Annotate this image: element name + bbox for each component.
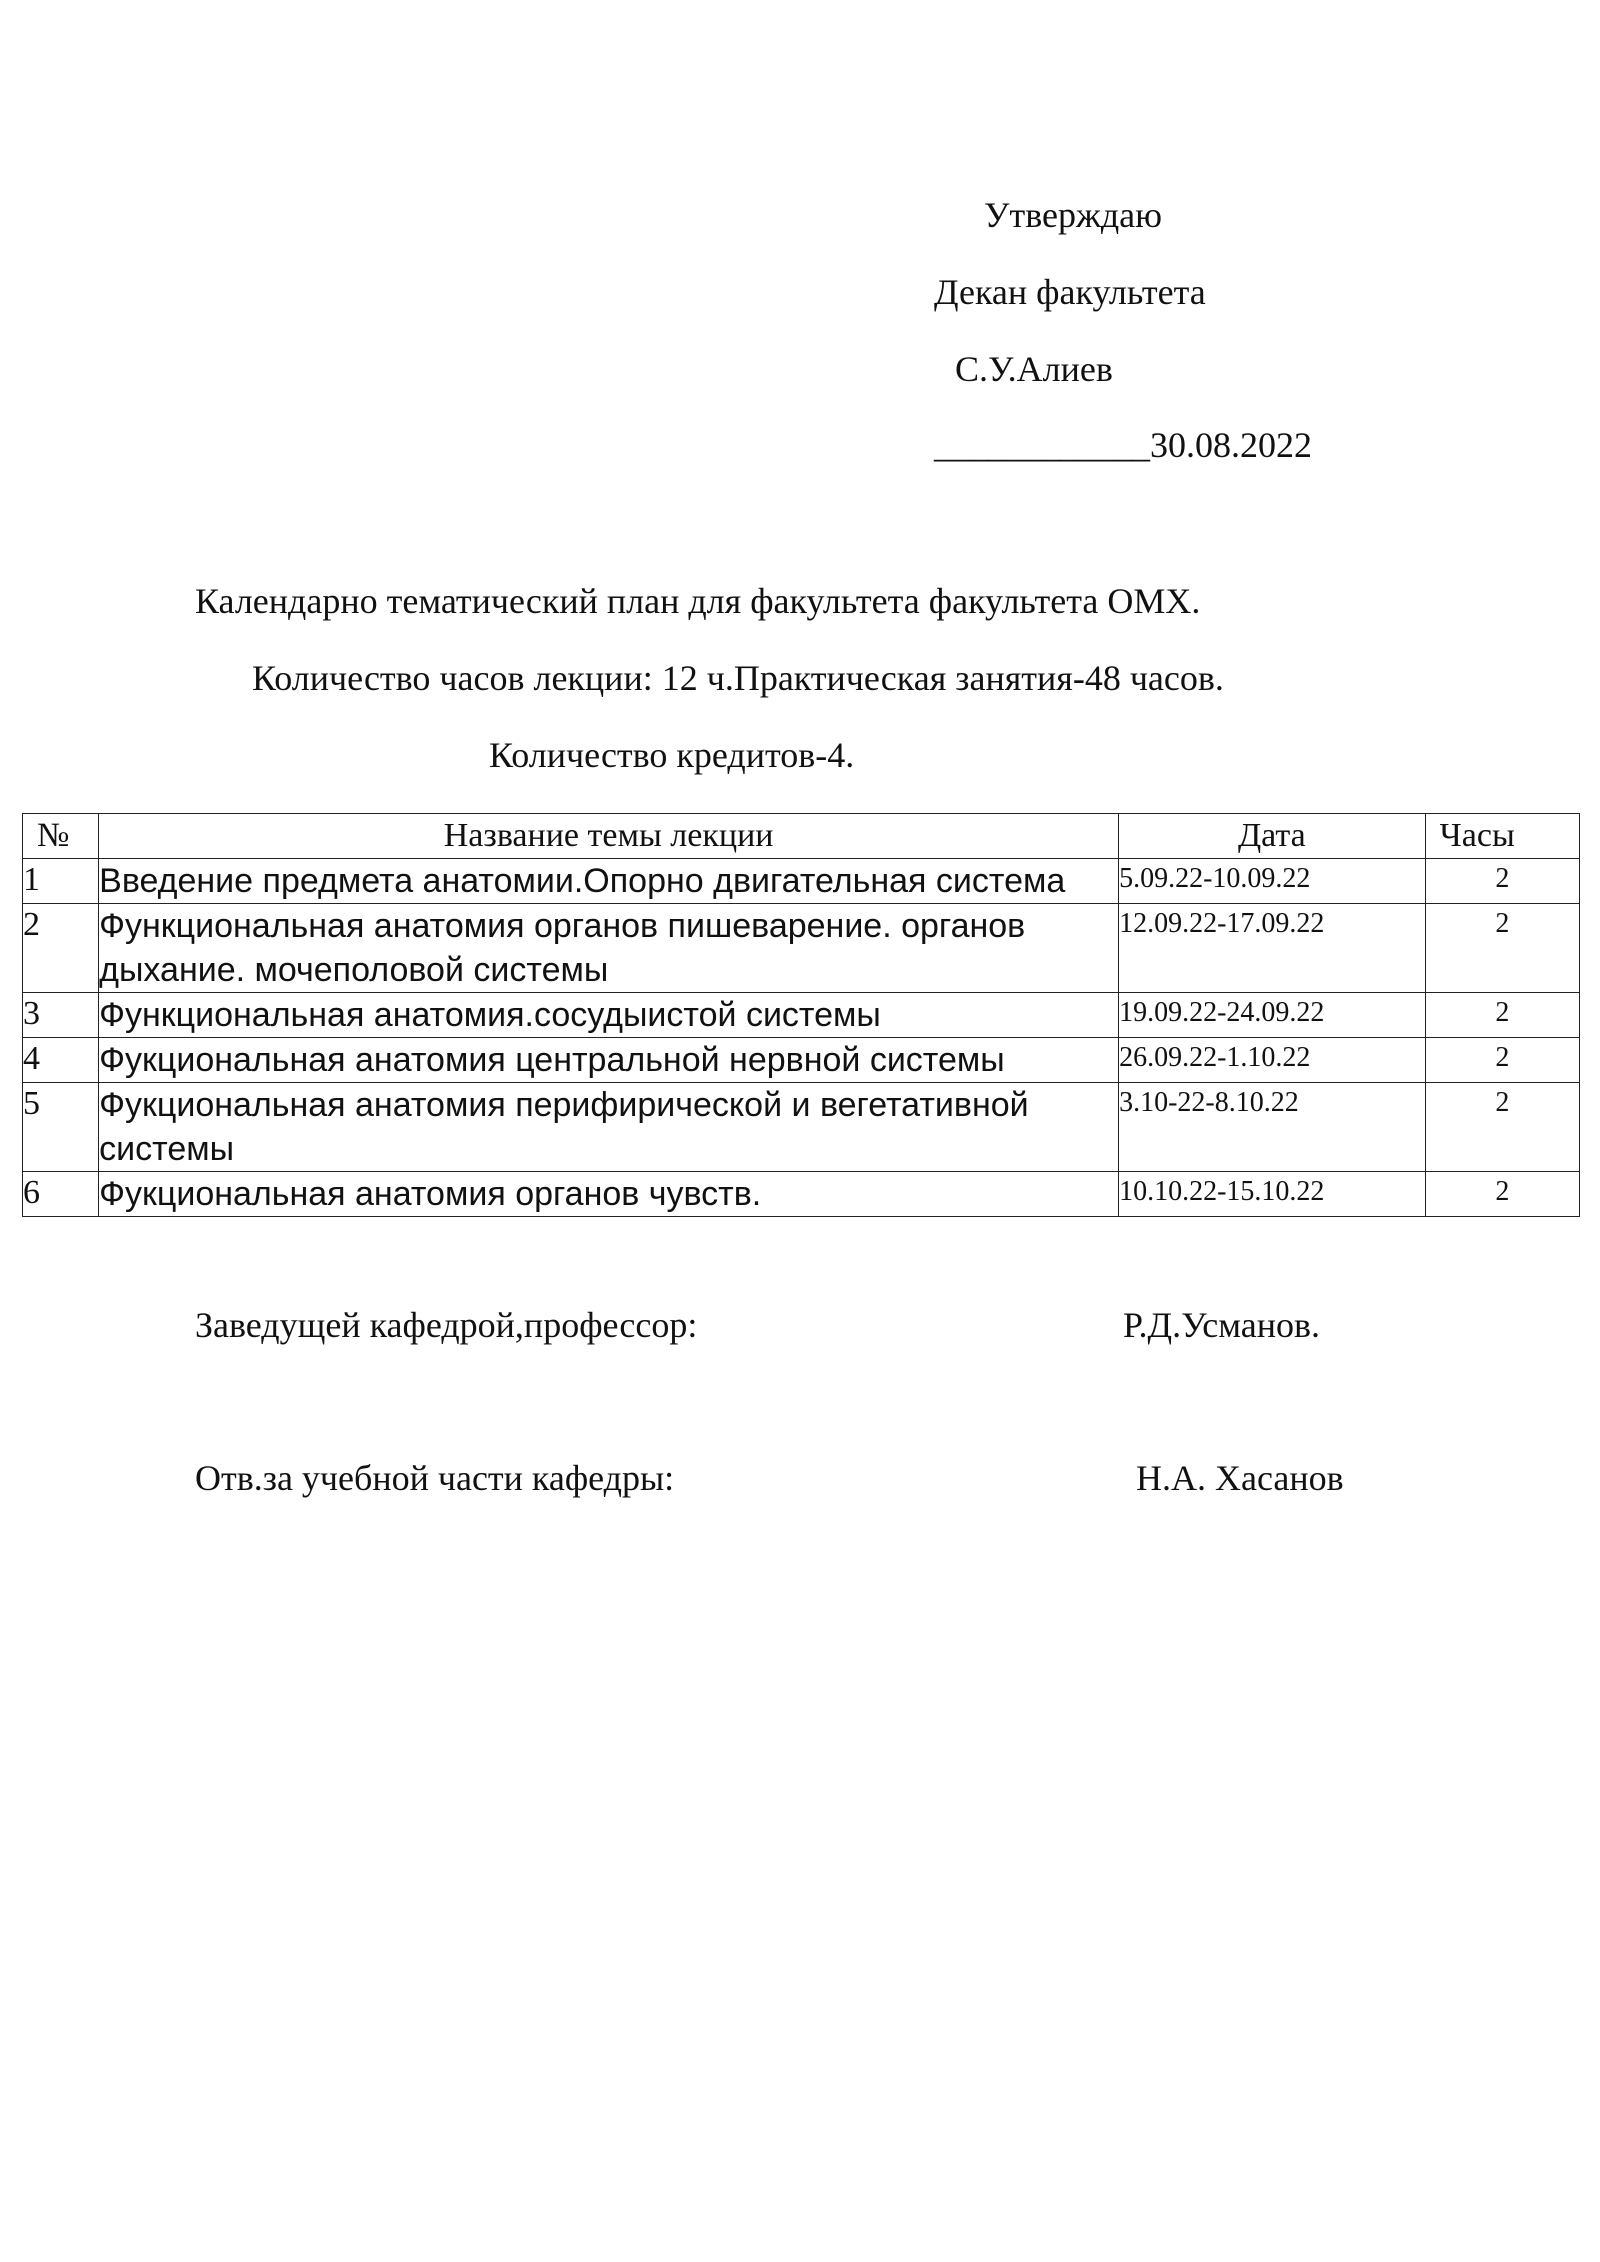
row-hours: 2 <box>1425 993 1579 1038</box>
row-topic: Фукциональная анатомия центральной нервной системы <box>99 1038 1119 1083</box>
row-date: 3.10-22-8.10.22 <box>1119 1083 1426 1172</box>
row-topic: Функциональная анатомия органов пишеварение. органов дыхание. мочеполовой системы <box>99 904 1119 993</box>
credits-summary: Количество кредитов-4. <box>489 735 855 775</box>
row-hours: 2 <box>1425 904 1579 993</box>
document-title: Календарно тематический план для факультета факультета ОМХ. <box>195 581 1201 621</box>
approval-date-line: ____________30.08.2022 <box>934 425 1312 465</box>
row-topic: Функциональная анатомия.сосудыистой системы <box>99 993 1119 1038</box>
table-row <box>23 1172 1580 1217</box>
row-date: 12.09.22-17.09.22 <box>1119 904 1426 993</box>
education-officer-name: Н.А. Хасанов <box>1136 1458 1344 1498</box>
row-number: 4 <box>23 1038 99 1083</box>
table-row <box>23 1083 1580 1172</box>
row-date: 26.09.22-1.10.22 <box>1119 1038 1426 1083</box>
approver-position: Декан факультета <box>934 272 1206 312</box>
approve-text: Утверждаю <box>984 195 1163 235</box>
header-topic: Название темы лекции <box>99 814 1119 859</box>
row-number: 1 <box>23 859 99 904</box>
head-of-department-name: Р.Д.Усманов. <box>1123 1305 1320 1345</box>
row-hours: 2 <box>1425 1172 1579 1217</box>
lecture-plan-table <box>22 813 1580 1217</box>
row-hours: 2 <box>1425 1083 1579 1172</box>
education-officer-label: Отв.за учебной части кафедры: <box>195 1458 675 1498</box>
row-date: 10.10.22-15.10.22 <box>1119 1172 1426 1217</box>
table-row <box>23 904 1580 993</box>
table-row <box>23 1038 1580 1083</box>
approver-name: С.У.Алиев <box>955 349 1113 389</box>
row-hours: 2 <box>1425 1038 1579 1083</box>
row-number: 5 <box>23 1083 99 1172</box>
row-topic: Введение предмета анатомии.Опорно двигательная система <box>99 859 1119 904</box>
table-row <box>23 859 1580 904</box>
row-date: 5.09.22-10.09.22 <box>1119 859 1426 904</box>
head-of-department-label: Заведущей кафедрой,профессор: <box>195 1305 698 1345</box>
header-hours: Часы <box>1425 814 1579 859</box>
row-topic: Фукциональная анатомия органов чувств. <box>99 1172 1119 1217</box>
table-header-row <box>23 814 1580 859</box>
row-date: 19.09.22-24.09.22 <box>1119 993 1426 1038</box>
table-row <box>23 993 1580 1038</box>
header-number: № <box>23 814 99 859</box>
hours-summary: Количество часов лекции: 12 ч.Практическая занятия-48 часов. <box>252 658 1224 698</box>
header-date: Дата <box>1119 814 1426 859</box>
row-hours: 2 <box>1425 859 1579 904</box>
row-topic: Фукциональная анатомия перифирической и вегетативной системы <box>99 1083 1119 1172</box>
row-number: 2 <box>23 904 99 993</box>
row-number: 6 <box>23 1172 99 1217</box>
row-number: 3 <box>23 993 99 1038</box>
